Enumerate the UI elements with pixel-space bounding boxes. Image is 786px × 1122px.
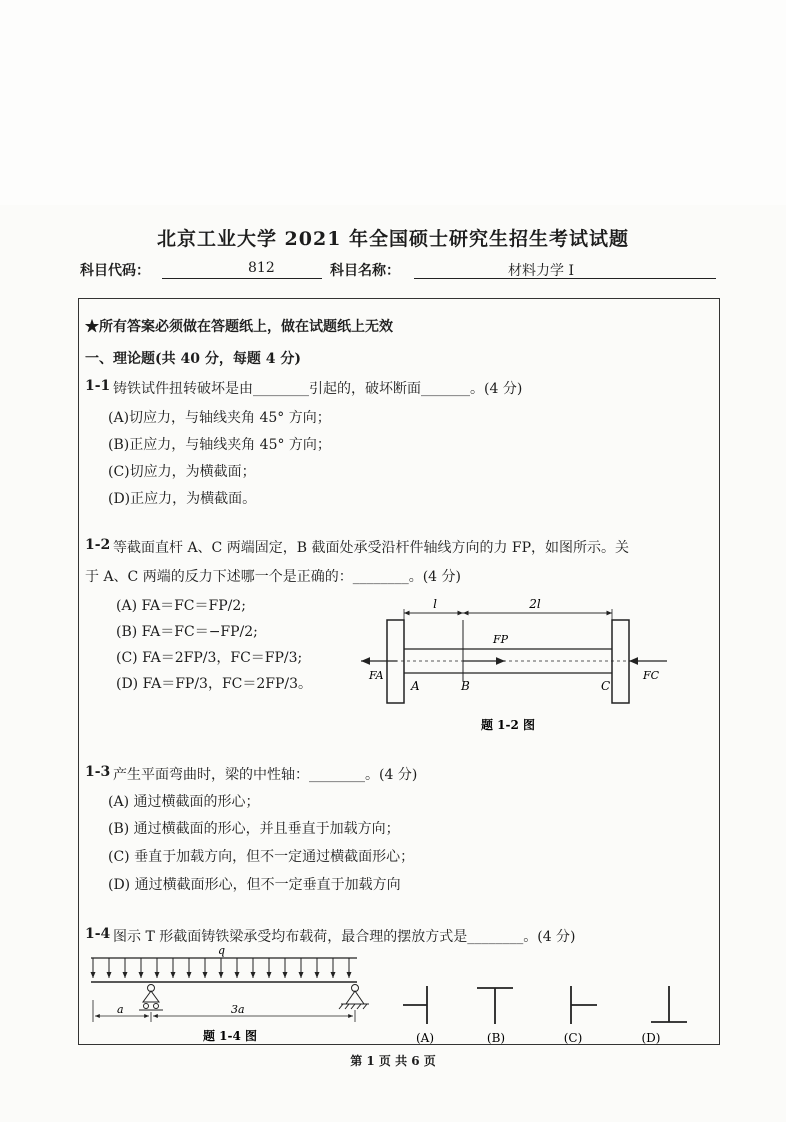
right-support bbox=[339, 985, 369, 1010]
label-l: l bbox=[433, 597, 437, 611]
figure-caption: 题 1-4 图 bbox=[202, 1029, 258, 1043]
option-d: (D) FA＝FP/3，FC＝2FP/3。 bbox=[116, 676, 313, 692]
t-section-b bbox=[477, 988, 513, 1024]
option-b: (B) 通过横截面的形心，并且垂直于加载方向； bbox=[108, 821, 400, 837]
option-b: (B) FA＝FC＝−FP/2; bbox=[116, 624, 258, 640]
answer-notice: ★所有答案必须做在答题纸上，做在试题纸上无效 bbox=[85, 319, 393, 335]
option-a: (A) FA＝FC＝FP/2; bbox=[116, 598, 246, 614]
question-number: 1-3 bbox=[85, 764, 111, 780]
choice-b-label: (B) bbox=[486, 1031, 506, 1045]
exam-title: 北京工业大学 2021 年全国硕士研究生招生考试试题 bbox=[156, 228, 630, 250]
subject-code-value: 812 bbox=[248, 260, 275, 276]
label-3a: 3a bbox=[231, 1003, 245, 1016]
label-a: A bbox=[411, 679, 420, 693]
subject-name-label: 科目名称： bbox=[330, 263, 400, 279]
label-c: C bbox=[601, 679, 611, 693]
option-d: (D)正应力，为横截面。 bbox=[108, 491, 257, 507]
t-section-d bbox=[651, 986, 687, 1022]
question-number: 1-4 bbox=[85, 926, 111, 942]
question-number: 1-2 bbox=[85, 537, 111, 553]
question-text: 图示 T 形截面铸铁梁承受均布载荷，最合理的摆放方式是________。(4 分) bbox=[113, 929, 576, 945]
choice-d-label: (D) bbox=[641, 1031, 661, 1045]
label-a: a bbox=[117, 1003, 124, 1016]
option-d: (D) 通过横截面形心，但不一定垂直于加载方向 bbox=[108, 877, 401, 893]
subject-line bbox=[80, 258, 716, 282]
figure-1-4 bbox=[85, 944, 695, 1048]
option-b: (B)正应力，与轴线夹角 45° 方向； bbox=[108, 437, 331, 453]
label-2l: 2l bbox=[529, 597, 541, 611]
question-text-continued: 于 A、C 两端的反力下述哪一个是正确的：________。(4 分) bbox=[85, 569, 462, 585]
label-q: q bbox=[218, 944, 226, 957]
figure-caption: 题 1-2 图 bbox=[480, 718, 536, 732]
left-support bbox=[139, 985, 163, 1011]
option-c: (C) FA＝2FP/3，FC＝FP/3; bbox=[116, 650, 303, 666]
label-fp: FP bbox=[493, 633, 509, 646]
right-wall bbox=[612, 620, 629, 703]
label-b: B bbox=[461, 679, 470, 693]
scan-margin bbox=[0, 0, 786, 205]
choice-c-label: (C) bbox=[563, 1031, 583, 1045]
option-c: (C) 垂直于加载方向，但不一定通过横截面形心； bbox=[108, 849, 415, 865]
subject-code-label: 科目代码： bbox=[80, 263, 150, 279]
question-number: 1-1 bbox=[85, 378, 111, 394]
section-title: 一、理论题(共 40 分，每题 4 分) bbox=[85, 351, 301, 367]
option-c: (C)切应力，为横截面； bbox=[108, 464, 256, 480]
question-text: 铸铁试件扭转破坏是由________引起的，破坏断面_______。(4 分) bbox=[113, 381, 523, 397]
label-fc: FC bbox=[643, 669, 660, 682]
label-fa: FA bbox=[369, 669, 384, 682]
page-footer: 第 1 页 共 6 页 bbox=[350, 1054, 436, 1068]
subject-code-underline bbox=[162, 278, 322, 279]
load-arrows bbox=[93, 958, 349, 978]
choice-a-label: (A) bbox=[415, 1031, 435, 1045]
t-section-a bbox=[403, 986, 427, 1024]
figure-1-2 bbox=[355, 595, 675, 735]
option-a: (A)切应力，与轴线夹角 45° 方向； bbox=[108, 410, 331, 426]
option-a: (A) 通过横截面的形心； bbox=[108, 794, 260, 810]
subject-name-value: 材料力学 I bbox=[508, 263, 574, 279]
question-text: 等截面直杆 A、C 两端固定，B 截面处承受沿杆件轴线方向的力 FP，如图所示。关 bbox=[113, 540, 630, 556]
question-text: 产生平面弯曲时，梁的中性轴：________。(4 分) bbox=[113, 767, 418, 783]
t-section-c bbox=[571, 986, 597, 1024]
